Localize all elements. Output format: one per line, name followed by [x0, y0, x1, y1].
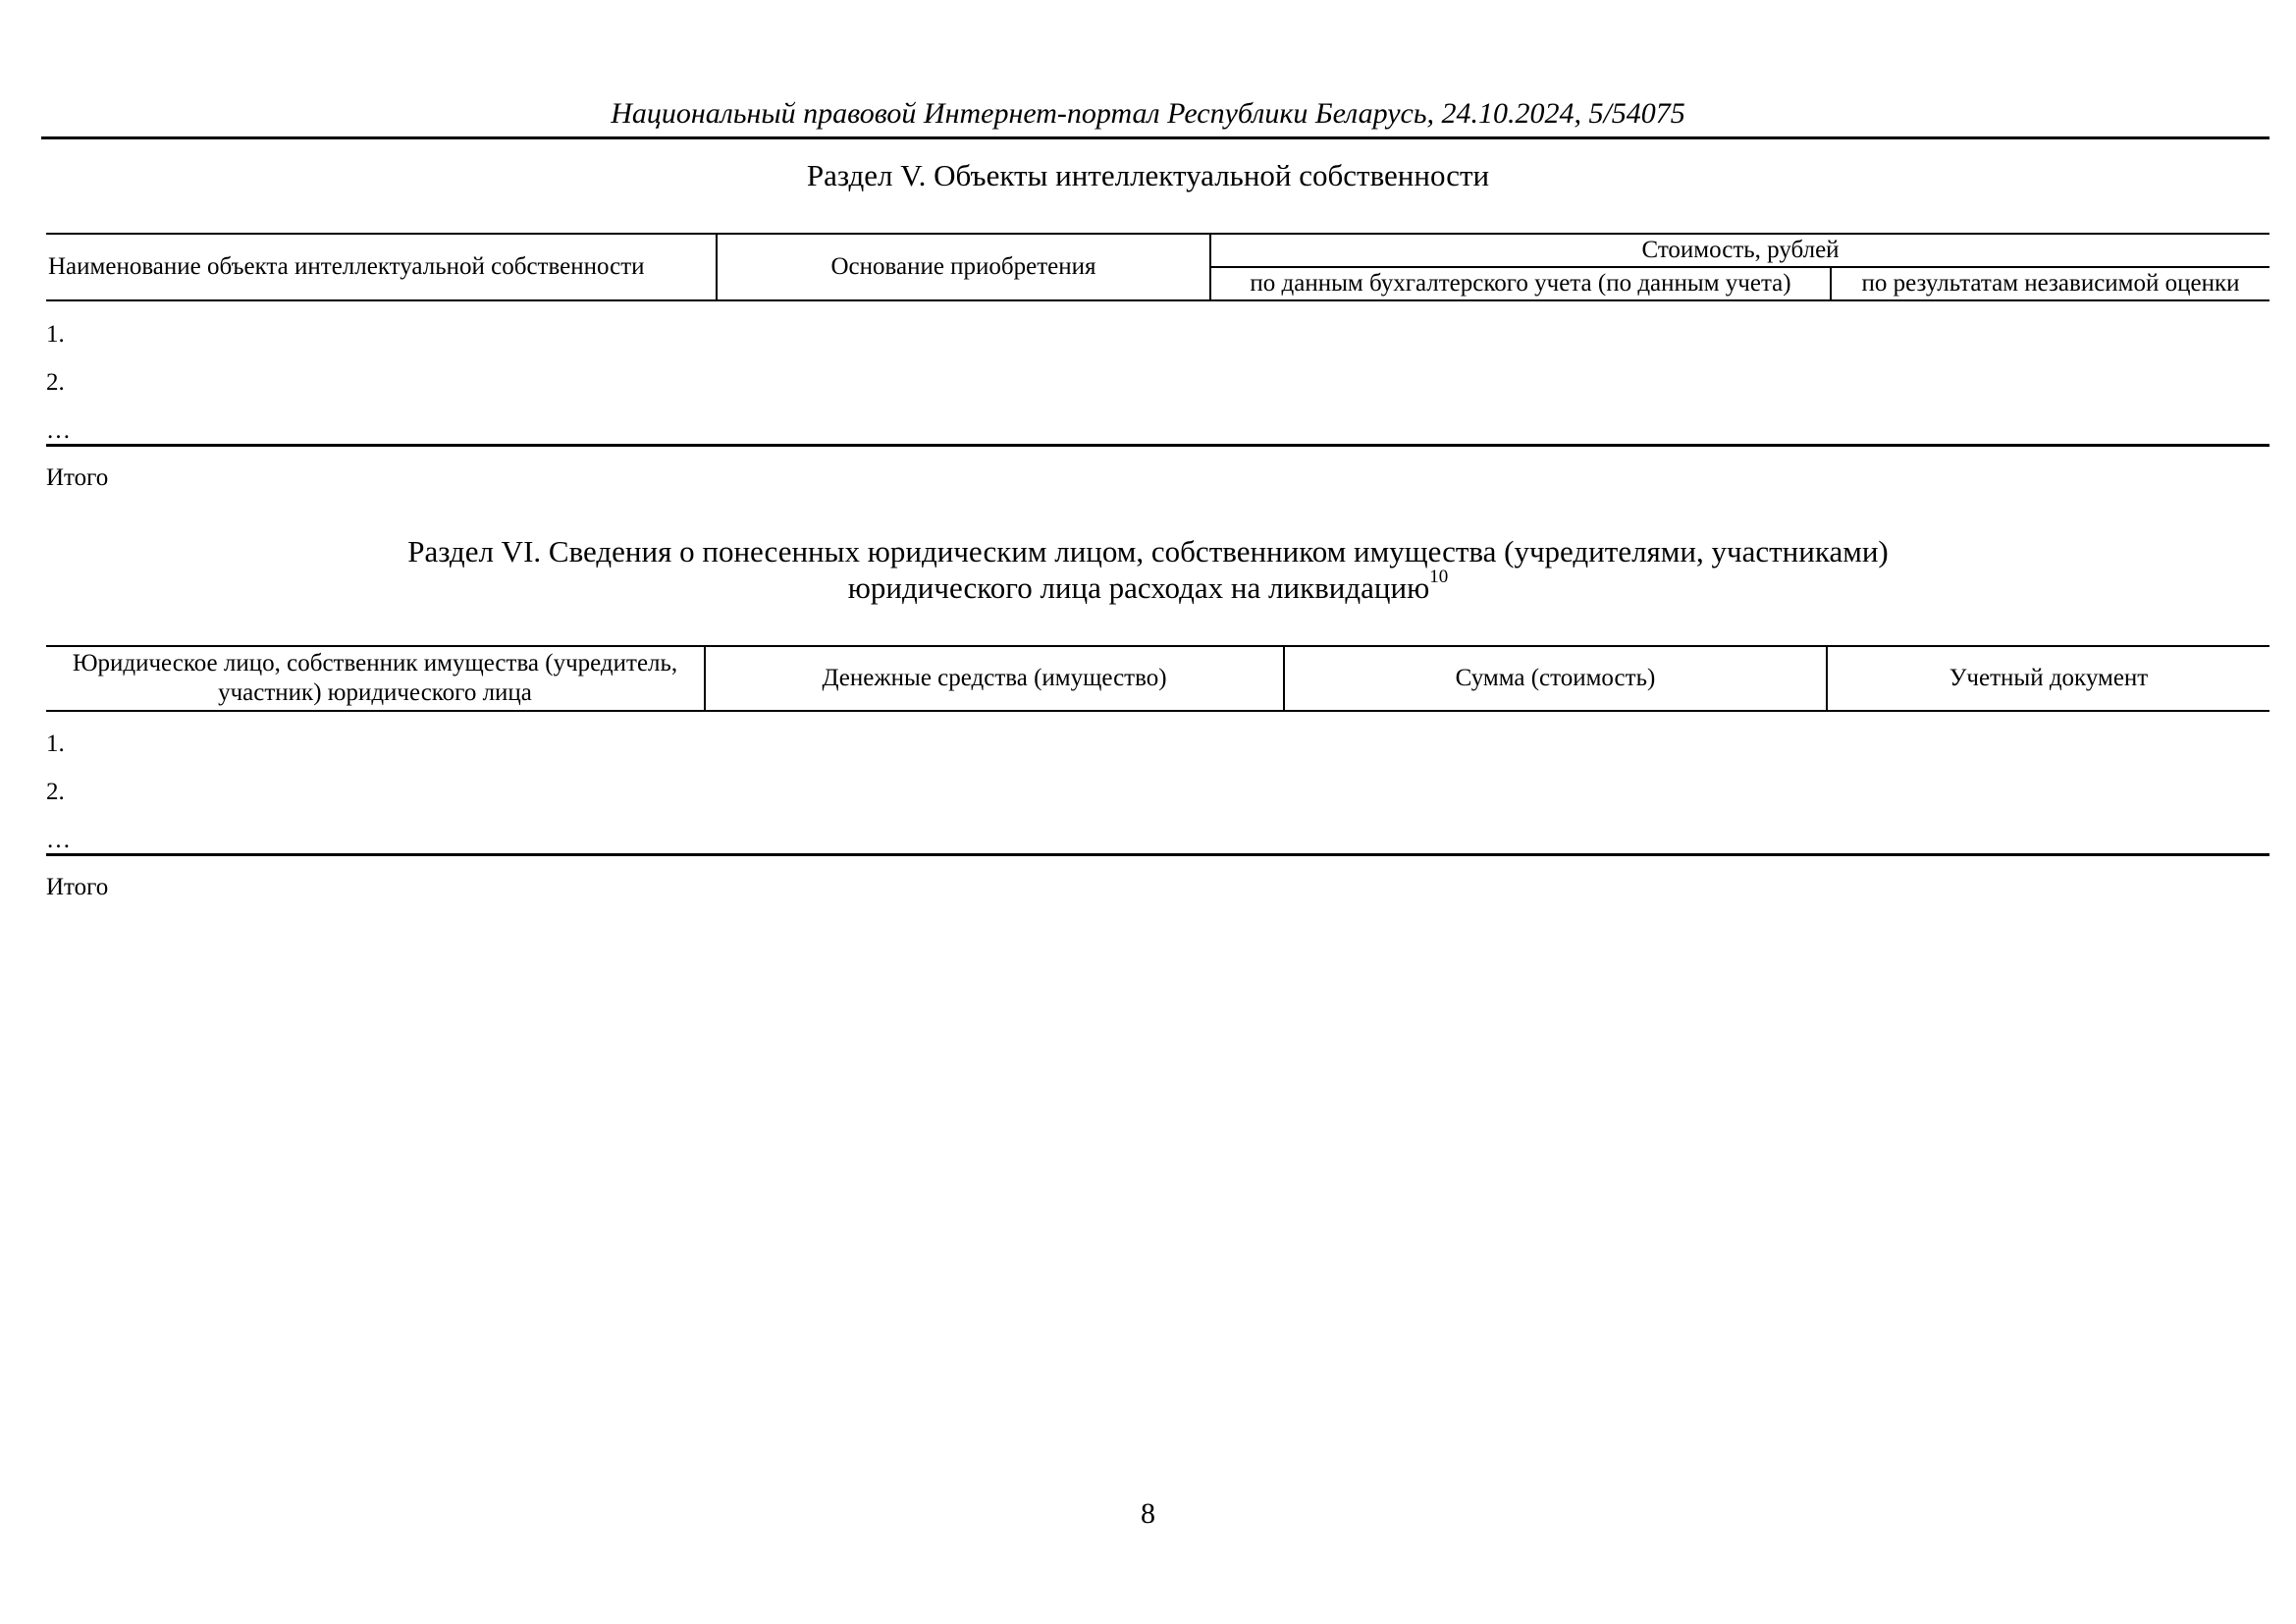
section6-total: Итого	[46, 874, 109, 900]
col-funds: Денежные средства (имущество)	[705, 646, 1284, 711]
section6-title	[0, 533, 2296, 606]
col-cost-valuation: по результатам независимой оценки	[1831, 267, 2269, 300]
section5-row-ellipsis: …	[46, 417, 71, 444]
section6-table-header	[46, 645, 2269, 712]
header-rule	[41, 136, 2269, 139]
section6-row-2: 2.	[46, 779, 65, 805]
section6-row-1: 1.	[46, 731, 65, 757]
section5-row-2: 2.	[46, 369, 65, 396]
col-cost-group: Стоимость, рублей	[1210, 234, 2269, 267]
section5-table-header	[46, 233, 2269, 301]
section5-total-rule	[46, 444, 2269, 447]
col-acquisition-basis: Основание приобретения	[717, 234, 1210, 300]
section6-title-line2	[0, 569, 2296, 606]
page-number: 8	[1141, 1497, 1155, 1530]
section6-row-ellipsis: …	[46, 827, 71, 853]
portal-header: Национальный правовой Интернет-портал Республики Беларусь, 24.10.2024, 5/54075	[611, 97, 1685, 130]
section6-title-line2-text: юридического лица расходах на ликвидацию	[847, 570, 1430, 605]
section6-total-rule	[46, 853, 2269, 856]
section5-row-1: 1.	[46, 321, 65, 348]
col-document: Учетный документ	[1827, 646, 2269, 711]
footnote-ref: 10	[1429, 567, 1449, 587]
col-ip-name: Наименование объекта интеллектуальной собственности	[46, 234, 717, 300]
section6-title-line1: Раздел VI. Сведения о понесенных юридическим лицом, собственником имущества (учредителями, участниками)	[407, 534, 1889, 568]
col-amount: Сумма (стоимость)	[1284, 646, 1827, 711]
section5-total: Итого	[46, 464, 109, 491]
col-cost-accounting: по данным бухгалтерского учета (по данным учета)	[1210, 267, 1831, 300]
col-entity: Юридическое лицо, собственник имущества (учредитель, участник) юридического лица	[46, 646, 705, 711]
section5-title: Раздел V. Объекты интеллектуальной собственности	[806, 158, 1490, 192]
